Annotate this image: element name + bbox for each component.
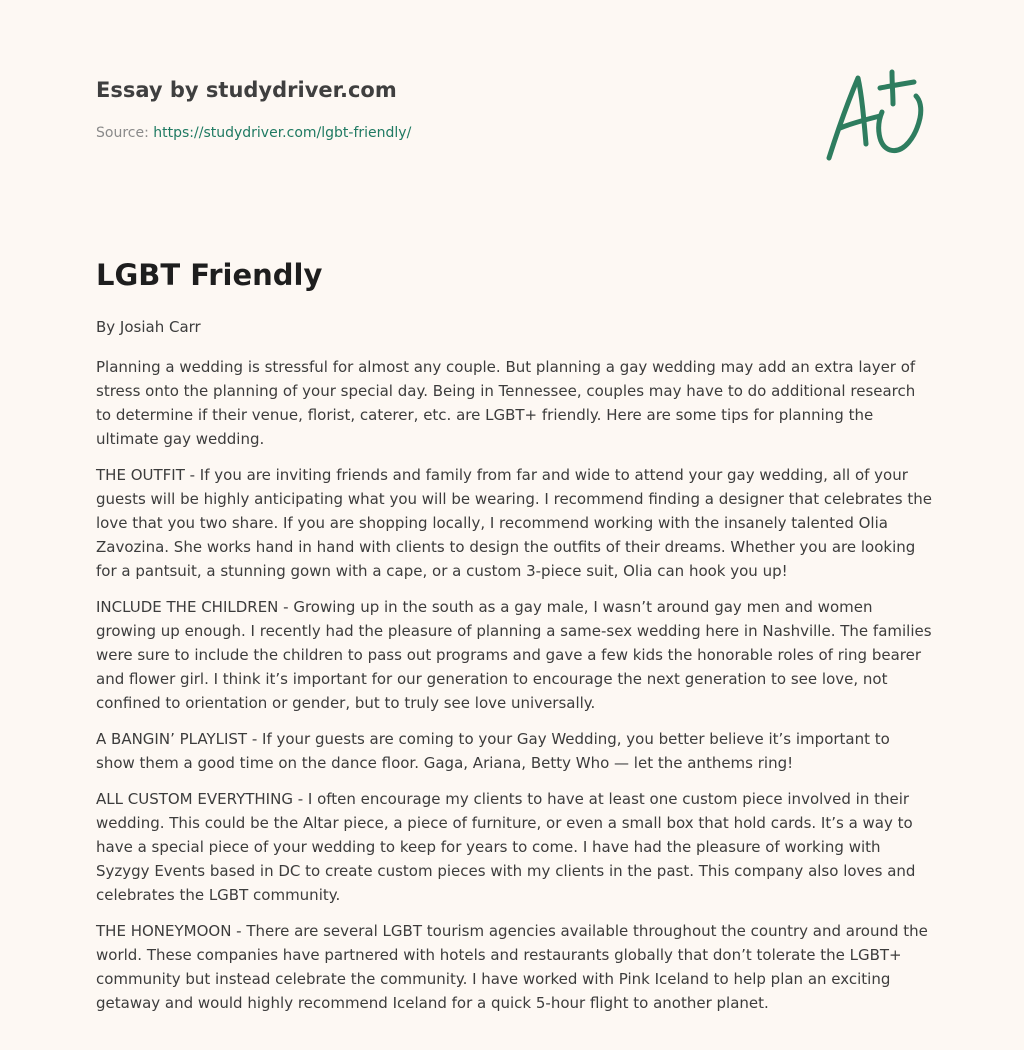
paragraph-children: INCLUDE THE CHILDREN - Growing up in the south as a gay male, I wasn’t around gay men and women growing up enough. I recently had the pleasure of planning a same-sex wedding here in Nashville. The families were sure to include the children to pass out programs and gave a few kids the honorable roles of ring bearer and flower girl. I think it’s important for our generation to encourage the next generation to see love, not confined to orientation or gender, but to truly see love universally.: [96, 598, 932, 712]
a-plus-logo-icon: [820, 66, 930, 166]
author-byline: By Josiah Carr: [96, 318, 201, 336]
site-title: Essay by studydriver.com: [96, 78, 397, 102]
paragraph-custom: ALL CUSTOM EVERYTHING - I often encourage my clients to have at least one custom piece involved in their wedding. This could be the Altar piece, a piece of furniture, or even a small box that hold cards. It’s a way to have a special piece of your wedding to keep for years to come. I have had the pleasure of working with Syzygy Events based in DC to create custom pieces with my clients in the past. This company also loves and celebrates the LGBT community.: [96, 790, 916, 904]
article-title: LGBT Friendly: [96, 258, 323, 292]
source-link[interactable]: https://studydriver.com/lgbt-friendly/: [153, 125, 412, 141]
source-line: [96, 123, 411, 143]
paragraph-honeymoon: THE HONEYMOON - There are several LGBT tourism agencies available throughout the country and around the world. These companies have partnered with hotels and restaurants globally that don’t tolerate the LGBT+ community but instead celebrate the community. I have worked with Pink Iceland to help plan an exciting getaway and would highly recommend Iceland for a quick 5-hour flight to another planet.: [96, 922, 928, 1012]
paragraph-outfit: THE OUTFIT - If you are inviting friends and family from far and wide to attend your gay wedding, all of your guests will be highly anticipating what you will be wearing. I recommend finding a designer that celebrates the love that you two share. If you are shopping locally, I recommend working with the insanely talented Olia Zavozina. She works hand in hand with clients to design the outfits of their dreams. Whether you are looking for a pantsuit, a stunning gown with a cape, or a custom 3-piece suit, Olia can hook you up!: [96, 466, 932, 580]
article-body: [96, 315, 932, 1027]
paragraph-playlist: A BANGIN’ PLAYLIST - If your guests are coming to your Gay Wedding, you better believe it’s important to show them a good time on the dance floor. Gaga, Ariana, Betty Who — let the anthems ring!: [96, 730, 890, 772]
paragraph-intro: Planning a wedding is stressful for almost any couple. But planning a gay wedding may add an extra layer of stress onto the planning of your special day. Being in Tennessee, couples may have to do additional research to determine if their venue, florist, caterer, etc. are LGBT+ friendly. Here are some tips for planning the ultimate gay wedding.: [96, 358, 916, 448]
source-label: Source:: [96, 125, 149, 141]
